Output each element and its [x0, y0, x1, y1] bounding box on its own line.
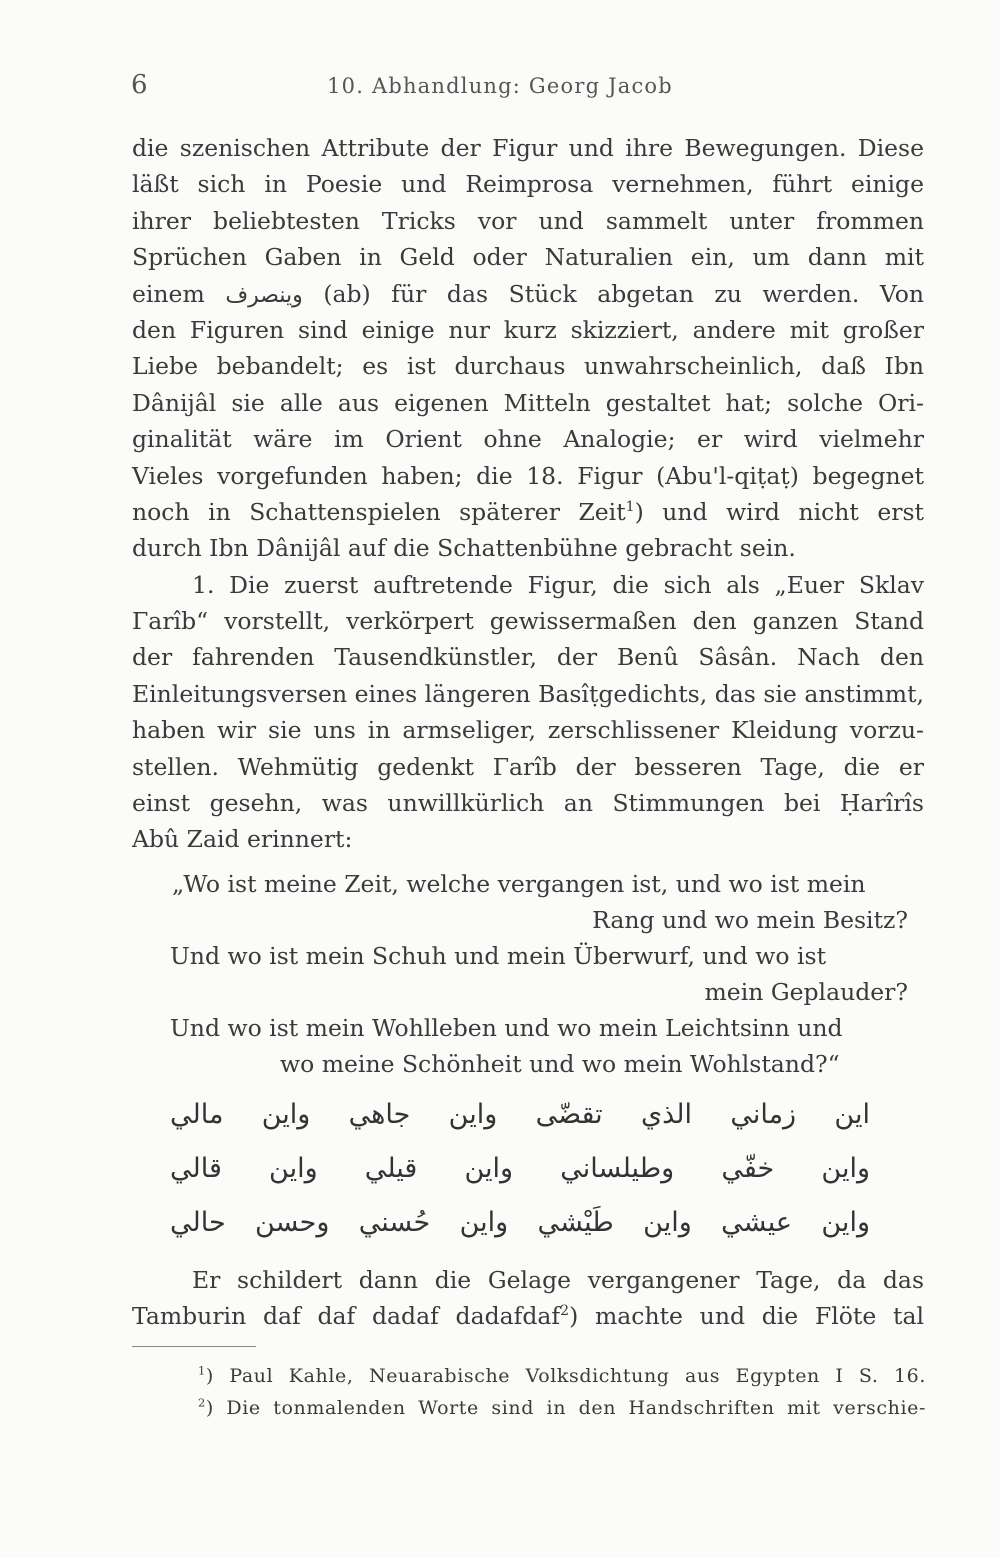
footnote-mark: 2	[198, 1395, 206, 1410]
footnote-ref: 2	[560, 1303, 570, 1320]
verse-line: Rang und wo mein Besitz?	[592, 906, 908, 934]
footnote-rule	[132, 1346, 256, 1347]
page-number: 6	[131, 70, 148, 100]
verse-line: wo meine Schönheit und wo mein Wohlstand?“	[280, 1050, 840, 1078]
paragraph-3	[132, 1262, 924, 1335]
text-line: ihrer beliebtesten Tricks vor und sammelt unter frommen	[132, 206, 924, 235]
text-line: Dânijâl sie alle aus eigenen Mitteln gestaltet hat; solche Ori-	[132, 388, 924, 417]
text-line: die szenischen Attribute der Figur und ihre Bewegungen. Diese	[132, 134, 924, 162]
text-fragment: noch in Schattenspielen späterer Zeit	[132, 497, 626, 526]
text-line: Vieles vorgefunden haben; die 18. Figur (Abu'l-qiṭaṭ) begegnet	[132, 461, 924, 490]
text-line: haben wir sie uns in armseliger, zerschlissener Kleidung vorzu-	[132, 716, 924, 745]
text-line: Liebe bebandelt; es ist durchaus unwahrscheinlich, daß Ibn	[132, 352, 924, 381]
text-fragment: ) machte und die Flöte tal	[569, 1302, 925, 1331]
verse-line: mein Geplauder?	[704, 978, 908, 1006]
text-line: den Figuren sind einige nur kurz skizziert, andere mit großer	[132, 315, 924, 344]
text-line: Einleitungsversen eines längeren Basîṭgedichts, das sie anstimmt,	[132, 679, 924, 708]
text-fragment: ) und wird nicht erst	[634, 497, 924, 526]
text-line	[132, 494, 924, 530]
text-line: Abû Zaid erinnert:	[132, 825, 353, 854]
paragraph-1	[132, 130, 924, 858]
arabic-verse-line: واين عيشي واين طَيْشي واين حُسني وحسن حالي	[170, 1207, 870, 1238]
text-line: Sprüchen Gaben in Geld oder Naturalien ein, um dann mit	[132, 243, 924, 272]
text-line: ginalität wäre im Orient ohne Analogie; er wird vielmehr	[132, 425, 924, 454]
verse-line: Und wo ist mein Schuh und mein Überwurf, und wo ist	[170, 942, 827, 970]
verse-line: „Wo ist meine Zeit, welche vergangen ist, und wo ist mein	[172, 870, 866, 898]
text-line: Γarîb“ vorstellt, verkörpert gewissermaßen den ganzen Stand	[132, 607, 924, 636]
footnote	[198, 1392, 926, 1424]
text-line: durch Ibn Dânijâl auf die Schattenbühne gebracht sein.	[132, 534, 796, 563]
text-line: stellen. Wehmütig gedenkt Γarîb der besseren Tage, die er	[132, 752, 924, 781]
footnote-text: ) Die tonmalenden Worte sind in den Handschriften mit verschie-	[205, 1397, 926, 1419]
verse-line: Und wo ist mein Wohlleben und wo mein Leichtsinn und	[170, 1014, 843, 1042]
text-line: der fahrenden Tausendkünstler, der Benû Sâsân. Nach den	[132, 643, 924, 672]
text-line: läßt sich in Poesie und Reimprosa vernehmen, führt einige	[132, 170, 924, 199]
footnote-text: ) Paul Kahle, Neuarabische Volksdichtung aus Egypten I S. 16.	[205, 1365, 926, 1387]
running-title: 10. Abhandlung: Georg Jacob	[327, 74, 673, 98]
text-fragment: Tamburin daf daf dadaf dadafdaf	[132, 1302, 561, 1331]
footnote-mark: 1	[198, 1363, 206, 1378]
text-line	[132, 1298, 924, 1334]
text-line: Er schildert dann die Gelage vergangener Tage, da das	[192, 1266, 924, 1294]
footnotes	[198, 1360, 926, 1424]
arabic-verse-line: واين خفّي وطيلساني واين قيلي واين قالي	[170, 1153, 870, 1184]
text-fragment: (ab) für das Stück abgetan zu werden. Von	[302, 279, 924, 308]
arabic-word: وينصرف	[225, 282, 303, 308]
german-verse	[132, 866, 924, 1082]
paragraph-2	[132, 567, 924, 858]
arabic-verse	[170, 1088, 870, 1250]
text-line: einst gesehn, was unwillkürlich an Stimmungen bei Ḥarîrîs	[132, 789, 924, 818]
footnote	[198, 1360, 926, 1392]
arabic-verse-line: اين زماني الذي تقضّى واين جاهي واين مالي	[170, 1099, 870, 1130]
footnote-ref: 1	[625, 499, 635, 516]
text-fragment: einem	[132, 279, 226, 308]
text-line: 1. Die zuerst auftretende Figur, die sich als „Euer Sklav	[192, 570, 924, 599]
text-line	[132, 276, 924, 312]
page-header	[0, 70, 1000, 110]
